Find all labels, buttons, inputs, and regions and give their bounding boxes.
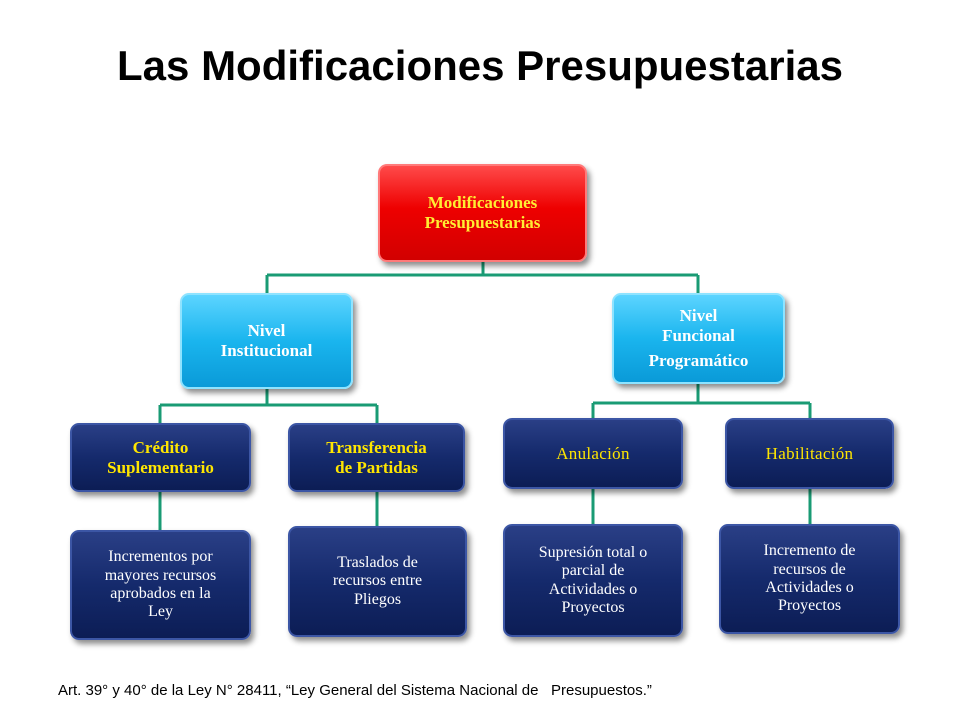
habilitacion-desc-line-2: recursos de: [773, 560, 846, 578]
connector-funcional: [593, 384, 810, 418]
transferencia-description-node: [288, 526, 467, 637]
transferencia-line-2: de Partidas: [335, 457, 418, 477]
root-node-line-1: Modificaciones: [427, 193, 538, 213]
nivel-institucional-line-1: Nivel: [247, 321, 286, 341]
nivel-funcional-line-3: Programático: [648, 351, 749, 371]
anulacion-node: [503, 418, 683, 489]
anulacion-desc-line-4: Proyectos: [561, 598, 625, 616]
habilitacion-desc-line-3: Actividades o: [765, 579, 854, 596]
anulacion-desc-line-1: Supresión total o: [538, 543, 648, 561]
nivel-funcional-line-1: Nivel: [679, 306, 718, 326]
transferencia-desc-line-2: recursos entre: [332, 572, 423, 590]
habilitacion-desc-line-4: Proyectos: [777, 597, 842, 615]
credito-suplementario-node: [70, 423, 251, 492]
nivel-institucional-node: [180, 293, 353, 389]
nivel-funcional-line-2: Funcional: [662, 325, 735, 345]
transferencia-desc-line-3: Pliegos: [353, 590, 402, 608]
anulacion-desc-line-2: parcial de: [561, 562, 625, 580]
anulacion-label: Anulación: [556, 443, 630, 463]
transferencia-desc-line-1: Traslados de: [337, 553, 418, 571]
root-node-line-2: Presupuestarias: [424, 213, 541, 232]
anulacion-desc-line-3: Actividades o: [548, 580, 638, 598]
anulacion-description-node: [503, 524, 683, 637]
footnote: Art. 39° y 40° de la Ley N° 28411, “Ley General del Sistema Nacional de Presupuestos.”: [58, 682, 652, 699]
transferencia-line-1: Transferencia: [326, 437, 427, 457]
credito-desc-line-2: mayores recursos: [104, 566, 217, 584]
credito-line-1: Crédito: [132, 437, 189, 457]
nivel-funcional-node: [612, 293, 785, 384]
page-title: Las Modificaciones Presupuestarias: [117, 42, 843, 89]
connector-institucional: [160, 389, 377, 423]
credito-desc-line-1: Incrementos por: [108, 548, 213, 566]
credito-desc-line-3: aprobados en la: [110, 585, 211, 602]
root-node: [378, 164, 587, 262]
credito-desc-line-4: Ley: [148, 603, 173, 621]
transferencia-partidas-node: [288, 423, 465, 492]
connector-root: [267, 262, 698, 293]
credito-description-node: [70, 530, 251, 640]
credito-line-2: Suplementario: [107, 457, 214, 477]
nivel-institucional-line-2: Institucional: [220, 341, 313, 360]
habilitacion-desc-line-1: Incremento de: [763, 542, 856, 560]
habilitacion-node: [725, 418, 894, 489]
habilitacion-label: Habilitación: [765, 443, 854, 463]
habilitacion-description-node: [719, 524, 900, 634]
